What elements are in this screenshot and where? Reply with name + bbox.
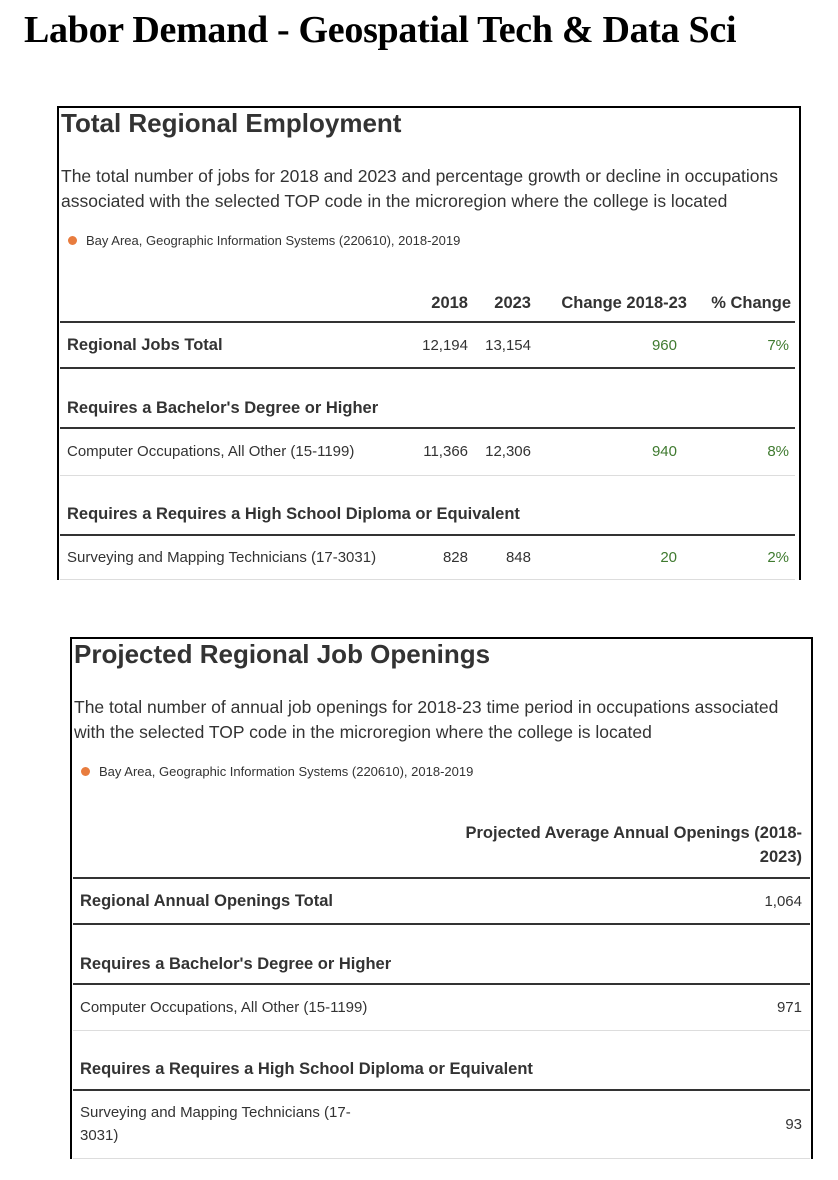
table-row	[73, 1090, 810, 1158]
column-header-2018: 2018	[431, 294, 468, 312]
value-change: 20	[660, 548, 677, 566]
row-label: Computer Occupations, All Other (15-1199)	[80, 998, 368, 1016]
description-line: associated with the selected TOP code in the microregion where the college is located	[61, 190, 728, 211]
circle-dot-icon	[81, 767, 90, 776]
total-regional-employment-panel	[57, 106, 801, 580]
panel-description	[61, 164, 778, 213]
header-line: 2023)	[759, 848, 802, 866]
panel-title: Total Regional Employment	[61, 108, 402, 138]
value-2023: 848	[505, 548, 531, 566]
value-2023: 13,154	[485, 336, 531, 354]
description-line: The total number of annual job openings for 2018-23 time period in occupations associated	[74, 697, 779, 717]
group-heading-row	[60, 368, 795, 428]
column-header-change: Change 2018-23	[561, 294, 687, 312]
group-heading-row	[73, 924, 810, 984]
row-label: Surveying and Mapping Technicians (17-3031)	[67, 548, 377, 566]
openings-table	[73, 814, 810, 1159]
employment-table	[60, 283, 795, 580]
row-label	[73, 1090, 433, 1158]
row-label: Regional Annual Openings Total	[80, 891, 334, 910]
legend	[81, 764, 473, 779]
value-2023: 12,306	[485, 443, 531, 461]
description-line: The total number of jobs for 2018 and 2023 and percentage growth or decline in occupations	[61, 166, 779, 186]
legend-label: Bay Area, Geographic Information Systems (220610), 2018-2019	[99, 764, 474, 779]
value-2018: 12,194	[422, 336, 468, 354]
column-header-label	[60, 283, 405, 322]
total-row	[60, 322, 795, 368]
column-header-projected-openings	[433, 814, 810, 878]
page-title: Labor Demand - Geospatial Tech & Data Sci	[24, 9, 737, 51]
value-pct-change: 2%	[767, 548, 789, 566]
legend	[68, 233, 460, 248]
description-line: with the selected TOP code in the microregion where the college is located	[74, 721, 652, 742]
row-label: Computer Occupations, All Other (15-1199)	[67, 443, 355, 461]
table-header-row	[60, 283, 795, 322]
group-heading: Requires a Bachelor's Degree or Higher	[67, 398, 379, 417]
column-header-pct-change: % Change	[711, 294, 791, 312]
value-openings: 93	[785, 1115, 802, 1133]
panel-title: Projected Regional Job Openings	[74, 639, 491, 669]
legend-label: Bay Area, Geographic Information Systems (220610), 2018-2019	[86, 233, 461, 248]
table-row	[60, 535, 795, 579]
value-change: 960	[651, 336, 677, 354]
table-row	[73, 984, 810, 1030]
group-heading: Requires a Requires a High School Diploma or Equivalent	[80, 1060, 533, 1079]
panel-description	[74, 695, 778, 744]
value-change: 940	[651, 443, 677, 461]
value-pct-change: 7%	[767, 336, 789, 354]
value-openings: 1,064	[764, 892, 802, 910]
circle-dot-icon	[68, 236, 77, 245]
column-header-2023: 2023	[494, 294, 531, 312]
header-line: Projected Average Annual Openings (2018-	[465, 824, 802, 842]
value-openings: 971	[776, 998, 802, 1016]
column-header-label	[73, 814, 433, 878]
total-row	[73, 878, 810, 924]
row-label-line: 3031)	[80, 1127, 119, 1145]
value-2018: 828	[442, 548, 468, 566]
group-heading-row	[60, 475, 795, 535]
value-pct-change: 8%	[767, 443, 789, 461]
table-header-row	[73, 814, 810, 878]
projected-job-openings-panel	[70, 637, 813, 1159]
row-label: Regional Jobs Total	[67, 335, 223, 354]
value-2018: 11,366	[423, 443, 468, 461]
group-heading: Requires a Requires a High School Diploma or Equivalent	[67, 505, 520, 524]
table-row	[60, 428, 795, 475]
row-label-line: Surveying and Mapping Technicians (17-	[80, 1104, 351, 1122]
group-heading: Requires a Bachelor's Degree or Higher	[80, 954, 392, 973]
group-heading-row	[73, 1030, 810, 1090]
